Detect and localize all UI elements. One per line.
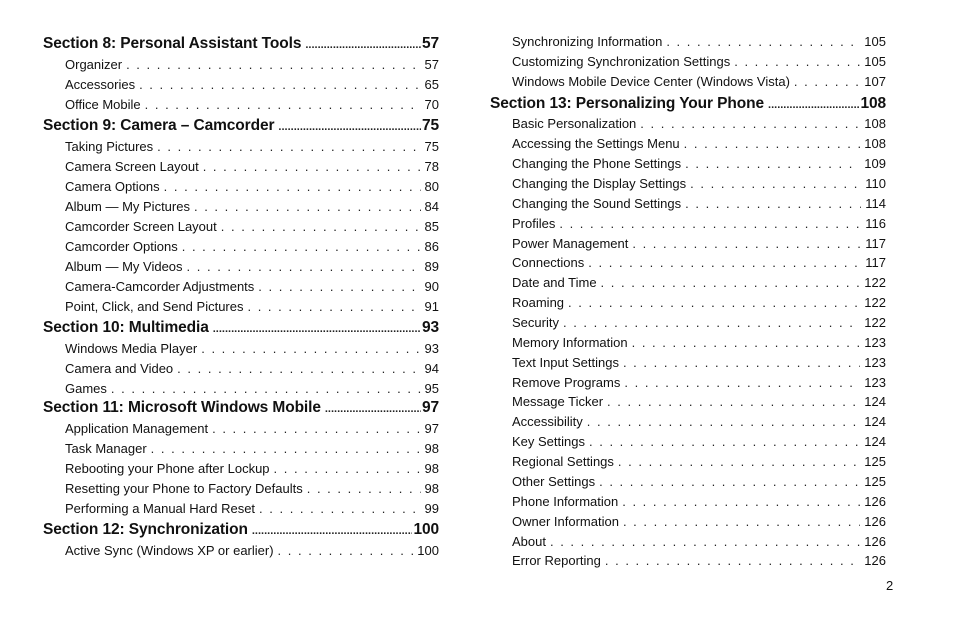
entry-title: Games	[65, 381, 107, 396]
dot-leader	[247, 299, 420, 314]
dot-leader	[599, 474, 860, 489]
toc-entry	[490, 74, 886, 94]
toc-entry	[490, 216, 886, 236]
dot-leader	[194, 199, 421, 214]
dot-leader	[605, 553, 860, 568]
dot-leader	[221, 219, 421, 234]
toc-entry	[43, 461, 439, 481]
entry-title: Changing the Phone Settings	[512, 156, 682, 171]
entry-page-number: 126	[864, 534, 886, 549]
entry-title: Regional Settings	[512, 454, 614, 469]
section-title: Section 10: Multimedia	[43, 319, 209, 336]
toc-entry	[490, 54, 886, 74]
toc-entry	[490, 116, 886, 136]
toc-entry	[43, 57, 439, 77]
dot-leader	[588, 255, 861, 270]
dot-leader	[201, 341, 420, 356]
toc-entry	[43, 219, 439, 239]
dot-leader	[685, 196, 861, 211]
entry-page-number: 98	[424, 441, 439, 456]
dot-leader	[563, 315, 860, 330]
entry-page-number: 126	[864, 494, 886, 509]
section-title: Section 11: Microsoft Windows Mobile	[43, 399, 321, 416]
dot-leader	[177, 361, 420, 376]
entry-title: Office Mobile	[65, 97, 141, 112]
section-title: Section 12: Synchronization	[43, 521, 248, 538]
entry-page-number: 86	[424, 239, 439, 254]
entry-title: Security	[512, 315, 559, 330]
toc-entry	[490, 394, 886, 414]
entry-page-number: 125	[864, 454, 886, 469]
dot-leader	[258, 279, 420, 294]
entry-title: Date and Time	[512, 275, 597, 290]
dot-leader	[187, 259, 421, 274]
entry-page-number: 65	[424, 77, 439, 92]
dot-leader	[607, 394, 860, 409]
toc-entry	[43, 159, 439, 179]
dot-leader	[278, 121, 421, 133]
dot-leader	[213, 323, 421, 335]
toc-entry	[43, 481, 439, 501]
dot-leader	[164, 179, 421, 194]
entry-title: Message Ticker	[512, 394, 604, 409]
entry-page-number: 126	[864, 553, 886, 568]
toc-entry	[490, 136, 886, 156]
entry-title: About	[512, 534, 546, 549]
entry-page-number: 123	[864, 375, 886, 390]
entry-page-number: 93	[424, 341, 439, 356]
toc-entry	[490, 156, 886, 176]
dot-leader	[684, 136, 861, 151]
toc-entry	[490, 295, 886, 315]
entry-page-number: 75	[424, 139, 439, 154]
entry-page-number: 122	[864, 315, 886, 330]
entry-title: Point, Click, and Send Pictures	[65, 299, 244, 314]
entry-title: Customizing Synchronization Settings	[512, 54, 731, 69]
dot-leader	[794, 74, 860, 89]
toc-entry	[490, 196, 886, 216]
entry-title: Album — My Pictures	[65, 199, 190, 214]
dot-leader	[685, 156, 860, 171]
section-title: Section 9: Camera – Camcorder	[43, 117, 275, 134]
entry-title: Camera Options	[65, 179, 160, 194]
dot-leader	[307, 481, 421, 496]
entry-page-number: 107	[864, 74, 886, 89]
entry-page-number: 109	[864, 156, 886, 171]
entry-title: Synchronizing Information	[512, 34, 663, 49]
entry-title: Accessibility	[512, 414, 583, 429]
toc-entry	[490, 494, 886, 514]
entry-title: Organizer	[65, 57, 123, 72]
entry-page-number: 122	[864, 275, 886, 290]
entry-page-number: 124	[864, 434, 886, 449]
entry-page-number: 99	[424, 501, 439, 516]
entry-title: Memory Information	[512, 335, 628, 350]
dot-leader	[666, 34, 860, 49]
entry-title: Camera-Camcorder Adjustments	[65, 279, 255, 294]
toc-entry	[43, 299, 439, 319]
toc-entry	[490, 176, 886, 196]
entry-title: Connections	[512, 255, 585, 270]
dot-leader	[278, 543, 414, 558]
entry-page-number: 98	[424, 481, 439, 496]
dot-leader	[259, 501, 421, 516]
dot-leader	[624, 375, 860, 390]
entry-title: Remove Programs	[512, 375, 621, 390]
dot-leader	[126, 57, 420, 72]
entry-page-number: 95	[424, 381, 439, 396]
entry-title: Album — My Videos	[65, 259, 183, 274]
toc-entry	[490, 255, 886, 275]
entry-title: Phone Information	[512, 494, 619, 509]
dot-leader	[157, 139, 420, 154]
dot-leader	[632, 335, 861, 350]
entry-title: Other Settings	[512, 474, 596, 489]
section-page-number: 57	[421, 35, 439, 52]
entry-page-number: 123	[864, 335, 886, 350]
dot-leader	[305, 39, 421, 51]
page-number: 2	[886, 578, 894, 593]
toc-entry	[490, 474, 886, 494]
entry-title: Performing a Manual Hard Reset	[65, 501, 256, 516]
entry-title: Error Reporting	[512, 553, 601, 568]
dot-leader	[622, 494, 860, 509]
toc-section-heading	[43, 521, 439, 541]
toc-entry	[490, 454, 886, 474]
dot-leader	[568, 295, 860, 310]
toc-entry	[490, 414, 886, 434]
entry-page-number: 124	[864, 394, 886, 409]
entry-page-number: 98	[424, 461, 439, 476]
dot-leader	[139, 77, 420, 92]
toc-entry	[490, 275, 886, 295]
section-page-number: 75	[421, 117, 439, 134]
entry-title: Task Manager	[65, 441, 147, 456]
entry-title: Camcorder Options	[65, 239, 178, 254]
entry-title: Windows Mobile Device Center (Windows Vista)	[512, 74, 790, 89]
dot-leader	[145, 97, 421, 112]
entry-page-number: 117	[865, 255, 886, 270]
entry-page-number: 80	[424, 179, 439, 194]
toc-entry	[490, 315, 886, 335]
entry-title: Profiles	[512, 216, 556, 231]
dot-leader	[151, 441, 421, 456]
toc-entry	[490, 534, 886, 554]
toc-entry	[43, 239, 439, 259]
toc-section-heading	[43, 399, 439, 419]
dot-leader	[587, 414, 861, 429]
entry-title: Accessing the Settings Menu	[512, 136, 680, 151]
toc-entry	[490, 335, 886, 355]
toc-entry	[490, 553, 886, 573]
toc-entry	[43, 77, 439, 97]
toc-entry	[43, 421, 439, 441]
entry-title: Changing the Display Settings	[512, 176, 687, 191]
toc-section-heading	[43, 35, 439, 55]
dot-leader	[559, 216, 861, 231]
entry-title: Taking Pictures	[65, 139, 154, 154]
dot-leader	[690, 176, 861, 191]
entry-page-number: 123	[864, 355, 886, 370]
entry-title: Roaming	[512, 295, 565, 310]
entry-title: Key Settings	[512, 434, 585, 449]
section-page-number: 108	[860, 95, 886, 112]
entry-page-number: 57	[424, 57, 439, 72]
entry-page-number: 116	[865, 216, 886, 231]
entry-title: Accessories	[65, 77, 136, 92]
toc-entry	[43, 279, 439, 299]
dot-leader	[734, 54, 860, 69]
section-title: Section 13: Personalizing Your Phone	[490, 95, 765, 112]
entry-title: Windows Media Player	[65, 341, 198, 356]
toc-entry	[490, 434, 886, 454]
toc-entry	[43, 97, 439, 117]
toc-entry	[490, 375, 886, 395]
entry-page-number: 125	[864, 474, 886, 489]
toc-entry	[43, 139, 439, 159]
entry-page-number: 124	[864, 414, 886, 429]
entry-title: Camera and Video	[65, 361, 174, 376]
entry-page-number: 108	[864, 116, 886, 131]
dot-leader	[640, 116, 860, 131]
dot-leader	[618, 454, 860, 469]
dot-leader	[623, 514, 860, 529]
dot-leader	[182, 239, 421, 254]
section-page-number: 100	[413, 521, 439, 538]
toc-entry	[43, 381, 439, 401]
toc-entry	[43, 543, 439, 563]
toc-entry	[490, 514, 886, 534]
entry-title: Rebooting your Phone after Lockup	[65, 461, 270, 476]
toc-section-heading	[43, 117, 439, 137]
toc-entry	[43, 501, 439, 521]
section-page-number: 93	[421, 319, 439, 336]
entry-page-number: 110	[865, 176, 886, 191]
entry-title: Application Management	[65, 421, 209, 436]
dot-leader	[601, 275, 861, 290]
toc-entry	[43, 199, 439, 219]
entry-page-number: 91	[424, 299, 439, 314]
entry-title: Camera Screen Layout	[65, 159, 199, 174]
entry-page-number: 78	[424, 159, 439, 174]
dot-leader	[623, 355, 860, 370]
entry-page-number: 122	[864, 295, 886, 310]
toc-entry	[490, 34, 886, 54]
dot-leader	[274, 461, 421, 476]
dot-leader	[203, 159, 421, 174]
toc-entry	[43, 341, 439, 361]
entry-page-number: 70	[424, 97, 439, 112]
entry-page-number: 85	[424, 219, 439, 234]
toc-section-heading	[490, 95, 886, 115]
toc-entry	[43, 179, 439, 199]
entry-title: Owner Information	[512, 514, 619, 529]
entry-page-number: 126	[864, 514, 886, 529]
entry-title: Changing the Sound Settings	[512, 196, 682, 211]
entry-page-number: 90	[424, 279, 439, 294]
entry-page-number: 105	[864, 54, 886, 69]
entry-page-number: 114	[865, 196, 886, 211]
section-title: Section 8: Personal Assistant Tools	[43, 35, 302, 52]
toc-entry	[43, 259, 439, 279]
entry-title: Text Input Settings	[512, 355, 619, 370]
entry-page-number: 97	[424, 421, 439, 436]
entry-page-number: 89	[424, 259, 439, 274]
section-page-number: 97	[421, 399, 439, 416]
dot-leader	[111, 381, 421, 396]
toc-entry	[490, 355, 886, 375]
dot-leader	[252, 525, 413, 537]
entry-title: Camcorder Screen Layout	[65, 219, 217, 234]
entry-page-number: 100	[417, 543, 439, 558]
entry-title: Active Sync (Windows XP or earlier)	[65, 543, 274, 558]
entry-page-number: 108	[864, 136, 886, 151]
dot-leader	[325, 403, 421, 415]
toc-section-heading	[43, 319, 439, 339]
toc-entry	[43, 441, 439, 461]
entry-page-number: 94	[424, 361, 439, 376]
dot-leader	[550, 534, 860, 549]
entry-title: Power Management	[512, 236, 629, 251]
entry-page-number: 84	[424, 199, 439, 214]
dot-leader	[768, 99, 859, 111]
entry-page-number: 105	[864, 34, 886, 49]
entry-title: Basic Personalization	[512, 116, 637, 131]
dot-leader	[212, 421, 420, 436]
entry-page-number: 117	[865, 236, 886, 251]
dot-leader	[632, 236, 861, 251]
dot-leader	[589, 434, 860, 449]
entry-title: Resetting your Phone to Factory Defaults	[65, 481, 303, 496]
toc-entry	[43, 361, 439, 381]
toc-entry	[490, 236, 886, 256]
